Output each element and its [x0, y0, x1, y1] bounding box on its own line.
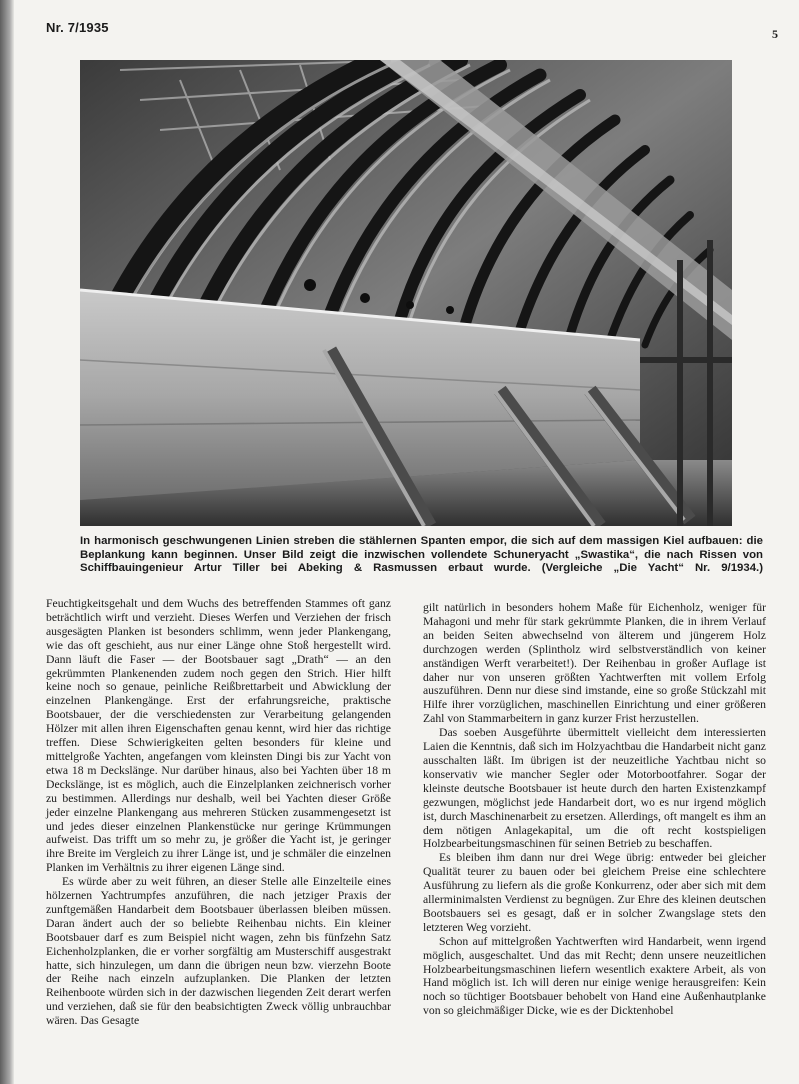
paragraph: Es bleiben ihm dann nur drei Wege übrig: entweder bei gleicher Qualität teurer zu bauen oder bei gleichem Preise eine schlechtere Ausführung zu liefern als die große Konkurrenz, oder aber sich mit dem allerminimalsten Verdienst zu begnügen. Zur Ehre des kleinen deutschen Bootsbauers sei es gesagt, daß er in solcher Zwangslage stets den letzteren Weg vorzieht. [423, 851, 766, 934]
paragraph: Es würde aber zu weit führen, an dieser Stelle alle Einzelteile eines hölzernen Yachtrumpfes anzuführen, die nach jetziger Praxis der zunftgemäßen Handarbeit dem Bootsbauer überlassen bleiben müssen. Daran ändert auch der so beliebte Reihenbau nichts. Ein kleiner Bootsbauer darf es zum Beispiel nicht wagen, zehn bis fünfzehn Satz Eichenholzplanken, die er vorher sorgfältig am Musterschiff ausgestrakt hatte, sich hinzulegen, um dann die übrigen neun bzw. vierzehn Boote der Reihe nach einzeln aufzuplanken. Die Planken der letzten Reihenboote würden sich in der dazwischen liegenden Zeit derart werfen und verziehen, daß sie für den beabsichtigten Zweck völlig unbrauchbar wären. Das Gesagte [46, 875, 391, 1028]
text-column-right [423, 601, 766, 1018]
page-edge-shadow [0, 0, 14, 1084]
text-column-left [46, 597, 391, 1028]
paragraph: Feuchtigkeitsgehalt und dem Wuchs des betreffenden Stammes oft ganz beträchtlich wirft und verzieht. Dieses Werfen und Verziehen der frisch ausgesägten Planken ist besonders schlimm, wenn jeder Plankengang, wie das oft geschieht, aus nur einer Länge ohne Stoß hergestellt wird. Dann läuft die Faser — der Bootsbauer sagt „Drath“ — an den gekrümmten Plankenenden zudem noch gegen den Strich. Hier hilft keine noch so genaue, peinliche Reißbrettarbeit und Abwicklung der einzelnen Plankengänge. Erst der erfahrungsreiche, praktische Bootsbauer, der die verschiedensten zur Verarbeitung gelangenden Hölzer mit allen ihren Eigenschaften genau kennt, wird hier das richtige treffen. Diese Schwierigkeiten gelten besonders für kleine und mittelgroße Yachten, angefangen vom kleinsten Dingi bis zur Yacht von etwa 18 m Deckslänge. Nur darüber hinaus, also bei Yachten über 18 m Deckslänge, ist es möglich, auch die Einzelplanken zeichnerisch vorher zu bestimmen. Allerdings nur deshalb, weil bei Yachten dieser Größe jeder einzelne Plankengang aus mehreren Stücken zusammengesetzt ist und jedes dieser einzelnen Plankenstücke nur geringe Krümmungen aufweist. Das trifft um so mehr zu, je größer die Yacht ist, je geringer ihre Breite im Vergleich zu ihrer Länge ist, und je schmäler die einzelnen Planken im Verhältnis zu ihrer eigenen Länge sind. [46, 597, 391, 875]
boat-hull-frames-photo [80, 60, 732, 526]
issue-number: Nr. 7/1935 [46, 20, 109, 35]
paragraph: Das soeben Ausgeführte übermittelt vielleicht dem interessierten Laien die Kenntnis, daß sich im Holzyachtbau die Handarbeit nicht ganz ausschalten läßt. Im übrigen ist der neuzeitliche Yachtbau nicht so konservativ wie mancher Segler oder Motorbootfahrer. Sogar der kleinste deutsche Bootsbauer ist heute durch den harten Existenzkampf gezwungen, möglichst jede Handarbeit dort, wo es nur irgend möglich ist, durch Maschinenarbeit zu ersetzen. Allerdings, oft mangelt es ihm an dem nötigen Anlagekapital, um die oft recht kostspieligen Holzbearbeitungsmaschinen für seinen Betrieb zu beschaffen. [423, 726, 766, 851]
page-number: 5 [772, 27, 778, 41]
paragraph: Schon auf mittelgroßen Yachtwerften wird Handarbeit, wenn irgend möglich, ausgeschaltet. Und das mit Recht; denn unsere neuzeitlichen Holzbearbeitungsmaschinen liefern wesentlich exaktere Arbeit, als von Hand möglich ist. Ich will deren nur einige wenige herausgreifen: Kein noch so tüchtiger Bootsbauer behobelt von Hand eine Außenhautplanke von so gleichmäßiger Dicke, wie es der Dicktenhobel [423, 934, 766, 1018]
paragraph: gilt natürlich in besonders hohem Maße für Eichenholz, weniger für Mahagoni und mehr für stark gekrümmte Planken, die in ihrem Verlauf an beiden Seiten abwechselnd von älterem und jüngerem Holz durchzogen werden (Splintholz wird selbstverständlich von keiner anständigen Werft verarbeitet!). Der Reihenbau in großer Auflage ist daher nur von unseren größten Yachtwerften mit vollem Erfolg auszuführen. Denn nur diese sind imstande, eine so große Stückzahl mit Hilfe ihrer vorzüglichen, maschinellen Einrichtung und einer größeren Zahl von Stammarbeitern in ganz kurzer Frist herzustellen. [423, 601, 766, 726]
photo-caption: In harmonisch geschwungenen Linien streben die stählernen Spanten empor, die sich auf dem massigen Kiel aufbauen: die Beplankung kann beginnen. Unser Bild zeigt die inzwischen vollendete Schuneryacht „Swastika“, die nach Rissen von Schiffbauingenieur Artur Tiller bei Abeking & Rasmussen erbaut wurde. (Vergleiche „Die Yacht“ Nr. 9/1934.) [80, 535, 763, 574]
photo-illustration [80, 60, 732, 526]
